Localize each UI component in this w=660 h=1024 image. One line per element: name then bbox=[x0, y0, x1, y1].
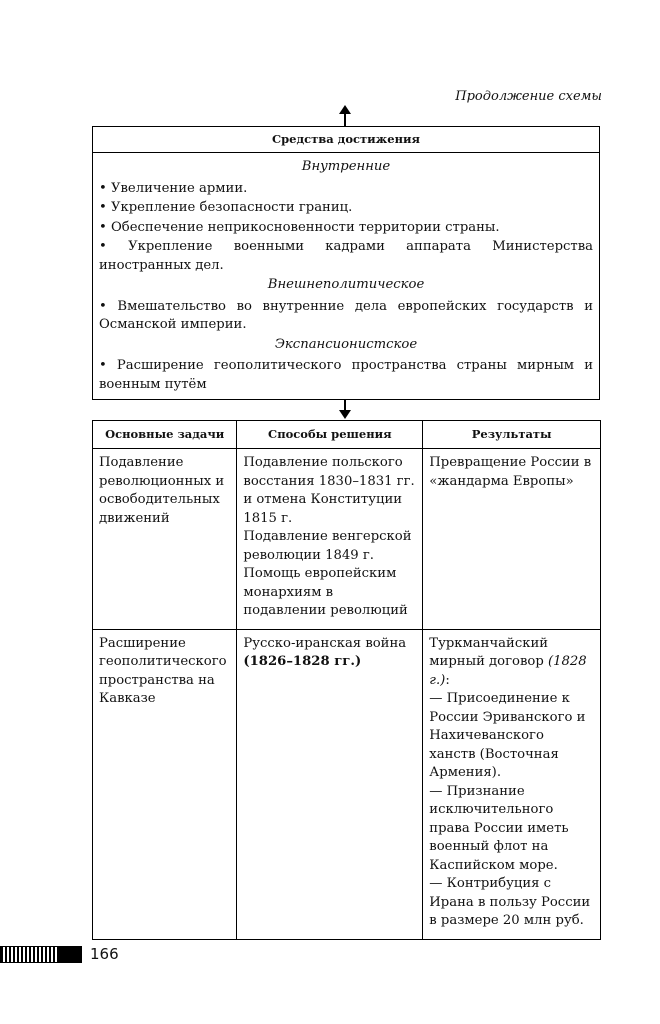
result-item: — Контрибуция с Ирана в пользу России в размере 20 млн руб. bbox=[429, 876, 591, 928]
expansion-heading: Экспансионистское bbox=[274, 336, 418, 352]
method-item: Подавление польского восстания 1830–1831 гг. и отмена Конституции 1815 г. bbox=[243, 455, 415, 526]
tasks-table bbox=[92, 420, 601, 940]
foreign-item: • Вмешательство во внутренние дела европейских государств и Османской империи. bbox=[99, 298, 593, 332]
foreign-heading: Внешнеполитическое bbox=[267, 277, 425, 292]
result-item: — Признание исключительного права России иметь военный флот на Каспийском море. bbox=[429, 783, 569, 873]
result-date: (1828 г.) bbox=[429, 654, 587, 688]
task-cell: Расширение геополитического пространства на Кавказе bbox=[93, 629, 237, 939]
result-colon: : bbox=[445, 672, 450, 688]
expansion-item: • Расширение геополитического пространства страны мирным и военным путём bbox=[99, 358, 593, 392]
arrow-up-icon bbox=[344, 113, 346, 126]
header-results: Результаты bbox=[423, 421, 601, 449]
method-item: Подавление венгерской революции 1849 г. bbox=[243, 529, 412, 563]
arrow-down-icon bbox=[344, 400, 346, 411]
method-item: Русско-иранская война bbox=[243, 635, 407, 651]
table-header-row bbox=[93, 421, 601, 449]
means-title: Средства достижения bbox=[93, 127, 599, 153]
internal-item: • Укрепление военными кадрами аппарата Министерства иностранных дел. bbox=[99, 239, 593, 273]
page-number: 166 bbox=[90, 945, 119, 963]
result-item: — Присоединение к России Эриванского и Нахичеванского ханств (Восточная Армения). bbox=[429, 691, 586, 780]
methods-cell bbox=[237, 629, 423, 939]
table-row bbox=[93, 449, 601, 630]
means-box bbox=[92, 126, 600, 400]
header-tasks: Основные задачи bbox=[93, 421, 237, 449]
table-row bbox=[93, 629, 601, 939]
internal-item: • Обеспечение неприкосновенности территории страны. bbox=[99, 219, 500, 235]
result-intro-line bbox=[429, 635, 594, 691]
result-cell: Превращение России в «жандарма Европы» bbox=[423, 449, 601, 630]
method-item: Помощь европейским монархиям в подавлении революций bbox=[243, 566, 408, 618]
continuation-note: Продолжение схемы bbox=[455, 89, 602, 104]
methods-cell bbox=[237, 449, 423, 630]
header-methods: Способы решения bbox=[237, 421, 423, 449]
method-dates: (1826–1828 гг.) bbox=[243, 654, 362, 669]
page-edge-barcode bbox=[0, 946, 82, 963]
result-cell bbox=[423, 629, 601, 939]
internal-item: • Увеличение армии. bbox=[99, 180, 248, 196]
result-intro: Туркманчайский мирный договор bbox=[429, 635, 549, 669]
task-cell: Подавление революционных и освободительных движений bbox=[93, 449, 237, 630]
internal-item: • Укрепление безопасности границ. bbox=[99, 200, 353, 215]
internal-heading: Внутренние bbox=[301, 159, 391, 174]
